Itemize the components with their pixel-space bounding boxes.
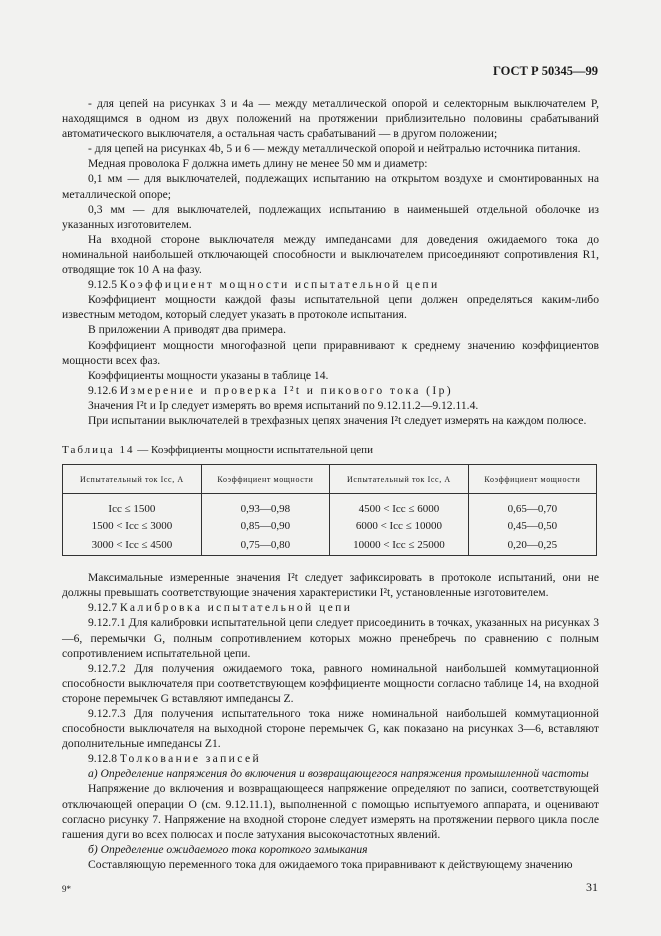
section-heading-9-12-6 bbox=[62, 383, 599, 398]
section-number: 9.12.5 bbox=[88, 278, 117, 292]
power-factor-table bbox=[62, 464, 597, 556]
table-caption-label: Таблица 14 bbox=[62, 444, 135, 457]
page-body bbox=[62, 96, 599, 872]
paragraph: В приложении А приводят два примера. bbox=[88, 323, 286, 337]
table-cell: 0,85—0,90 bbox=[201, 518, 329, 535]
paragraph: 9.12.7.3 Для получения испытательного тока ниже номинальной наибольшей коммутационной способности выключателя на выходной стороне перемычек G, как показано на рисунках 3—6, вставляют дополнительные импедансы Z1. bbox=[62, 707, 599, 751]
subsection-a: а) Определение напряжения до включения и возвращающегося напряжения промышленной частоты bbox=[88, 767, 589, 781]
table-cell: 1500 < Icc ≤ 3000 bbox=[63, 518, 202, 535]
paragraph: Медная проволока F должна иметь длину не менее 50 мм и диаметр: bbox=[88, 157, 428, 171]
table-row bbox=[63, 535, 597, 556]
section-number: 9.12.8 bbox=[88, 752, 117, 766]
section-number: 9.12.7 bbox=[88, 601, 117, 615]
page-number: 31 bbox=[586, 880, 598, 894]
table-cell: 0,65—0,70 bbox=[468, 501, 596, 518]
table-cell: 6000 < Icc ≤ 10000 bbox=[329, 518, 468, 535]
paragraph: Составляющую переменного тока для ожидаемого тока приравнивают к действующему значению bbox=[88, 857, 573, 871]
doc-header: ГОСТ Р 50345—99 bbox=[492, 64, 598, 78]
paragraph: 0,3 мм — для выключателей, подлежащих испытанию в наименьшей отдельной оболочке из указанных изготовителем. bbox=[62, 202, 599, 231]
section-title: Измерение и проверка I²t и пикового тока (Ip) bbox=[119, 383, 454, 397]
paragraph: Значения I²t и Ip следует измерять во время испытаний по 9.12.11.2—9.12.11.4. bbox=[88, 398, 479, 412]
table-cell: 10000 < Icc ≤ 25000 bbox=[329, 535, 468, 556]
table-caption-text: — Коэффициенты мощности испытательной цепи bbox=[137, 444, 373, 457]
table-cell: 3000 < Icc ≤ 4500 bbox=[63, 535, 202, 556]
table-row bbox=[63, 501, 597, 518]
section-title: Калибровка испытательной цепи bbox=[119, 601, 353, 615]
section-heading-9-12-7 bbox=[62, 600, 599, 615]
section-heading-9-12-5 bbox=[62, 277, 599, 292]
paragraph: - для цепей на рисунках 3 и 4а — между металлической опорой и селекторным выключателем P, находящимся в одном из двух положений на протяжении приблизительно половины срабатываний автоматического выключателя, а остальная часть срабатываний — в другом положении; bbox=[62, 97, 599, 141]
table-cell: 0,45—0,50 bbox=[468, 518, 596, 535]
paragraph: Коэффициенты мощности указаны в таблице 14. bbox=[88, 368, 329, 382]
table-cell: 0,75—0,80 bbox=[201, 535, 329, 556]
table-cell: 0,20—0,25 bbox=[468, 535, 596, 556]
table-cell: 4500 < Icc ≤ 6000 bbox=[329, 501, 468, 518]
table-header-cell: Коэффициент мощности bbox=[468, 465, 596, 494]
paragraph: 9.12.7.1 Для калибровки испытательной цепи следует присоединить в точках, указанных на рисунках 3—6, перемычки G, полным сопротивлением которых можно пренебречь по сравнению с полным сопротивлением испытательной цепи. bbox=[62, 616, 599, 660]
table-row bbox=[63, 518, 597, 535]
paragraph: 0,1 мм — для выключателей, подлежащих испытанию на открытом воздухе и смонтированных на металлической опоре; bbox=[62, 172, 599, 201]
table-cell: Icc ≤ 1500 bbox=[63, 501, 202, 518]
table-cell: 0,93—0,98 bbox=[201, 501, 329, 518]
table-caption bbox=[62, 443, 599, 458]
paragraph: Коэффициент мощности многофазной цепи приравнивают к среднему значению коэффициентов мощности всех фаз. bbox=[62, 338, 599, 367]
section-title: Толкование записей bbox=[119, 752, 262, 766]
table-spacer-row bbox=[63, 494, 597, 502]
paragraph: Коэффициент мощности каждой фазы испытательной цепи должен определяться каким-либо известным методом, который следует указать в протоколе испытания. bbox=[62, 293, 599, 322]
subsection-b: б) Определение ожидаемого тока короткого замыкания bbox=[88, 842, 368, 856]
table-header-row bbox=[63, 465, 597, 494]
paragraph: Максимальные измеренные значения I²t следует зафиксировать в протоколе испытаний, они не должны превышать соответствующие значения характеристики I²t, установленные изготовителем. bbox=[62, 571, 599, 600]
paragraph: Напряжение до включения и возвращающееся напряжение определяют по записи, соответствующей отключающей операции О (см. 9.12.11.1), выполненной с помощью испытуемого аппарата, и оценивают согласно рисунку 7. Напряжение на входной стороне следует измерять на протяжении первого цикла после гашения дуги во всех полюсах и после затухания высокочастотных явлений. bbox=[62, 782, 599, 841]
paragraph: При испытании выключателей в трехфазных цепях значения I²t следует измерять на каждом полюсе. bbox=[88, 413, 587, 427]
table-header-cell: Коэффициент мощности bbox=[201, 465, 329, 494]
footer-mark: 9* bbox=[62, 884, 71, 894]
section-heading-9-12-8 bbox=[62, 751, 599, 766]
section-title: Коэффициент мощности испытательной цепи bbox=[119, 278, 440, 292]
section-number: 9.12.6 bbox=[88, 383, 117, 397]
paragraph: 9.12.7.2 Для получения ожидаемого тока, равного номинальной наибольшей коммутационной способности выключателя при соответствующем коэффициенте мощности согласно таблице 14, на входной стороне перемычек G вставляют импедансы Z. bbox=[62, 661, 599, 705]
paragraph: - для цепей на рисунках 4b, 5 и 6 — между металлической опорой и нейтралью источника питания. bbox=[88, 142, 581, 156]
paragraph: На входной стороне выключателя между импедансами для доведения ожидаемого тока до номинальной наибольшей отключающей способности и выключателем присоединяют сопротивления R1, отводящие ток 10 А на фазу. bbox=[62, 232, 599, 277]
table-header-cell: Испытательный ток Icc, А bbox=[329, 465, 468, 494]
table-header-cell: Испытательный ток Icc, А bbox=[63, 465, 202, 494]
